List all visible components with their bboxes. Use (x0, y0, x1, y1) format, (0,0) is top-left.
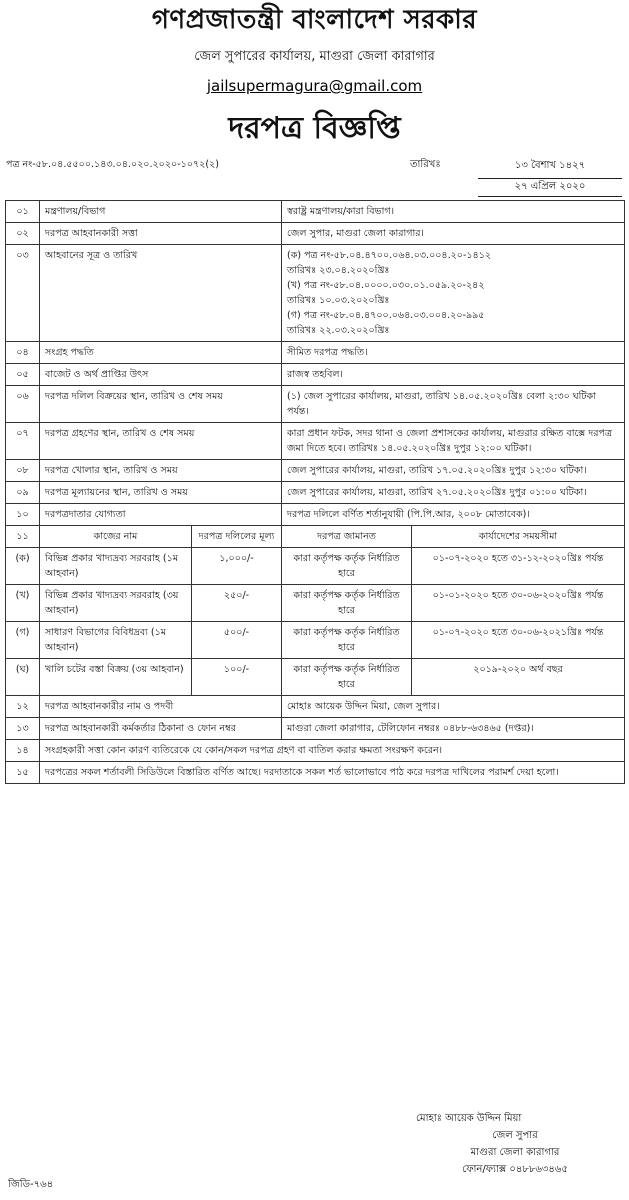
row-value: মাগুরা জেলা কারাগার, টেলিফোন নম্বরঃ ০৪৮৮-৬৩৪৬৫ (দপ্তর)। (282, 718, 625, 740)
signatory-office: মাগুরা জেলা কারাগার (470, 1147, 560, 1158)
item-security: কারা কর্তৃপক্ষ কর্তৃক নির্ধারিত হারে (282, 585, 412, 622)
row-number: ০৬ (6, 386, 40, 423)
item-name: সাধারণ বিভাগের বিবিধদ্রব্য (১ম আহবান) (40, 622, 192, 659)
item-security: কারা কর্তৃপক্ষ কর্তৃক নির্ধারিত হারে (282, 659, 412, 696)
row-value: কারা প্রধান ফটক, সদর থানা ও জেলা প্রশাসকের কার্যালয়, মাগুরার রক্ষিত বাক্সে দরপত্র জমা দিতে হবে। তারিখঃ ১৪.০৫.২০২০খ্রিঃ দুপুর ১২:০০ ঘটিকা। (282, 423, 625, 460)
row-number: ১২ (6, 696, 40, 718)
row-value: সীমিত দরপত্র পদ্ধতি। (282, 342, 625, 364)
table-row (6, 718, 625, 740)
table-row (6, 245, 625, 342)
item-security: কারা কর্তৃপক্ষ কর্তৃক নির্ধারিত হারে (282, 548, 412, 585)
signatory-name: মোহাঃ আয়েক উদ্দিন মিয়া (416, 1113, 522, 1124)
row-number: ০৭ (6, 423, 40, 460)
row-label: দরপত্র আহবানকারী কর্মকর্তার ঠিকানা ও ফোন নম্বর (40, 718, 282, 740)
item-price: ১,০০০/- (192, 548, 282, 585)
row-number: ০১ (6, 201, 40, 223)
item-period: ২০১৯-২০২০ অর্থ বছর (412, 659, 625, 696)
government-title: গণপ্রজাতন্ত্রী বাংলাদেশ সরকার (151, 5, 478, 35)
item-period: ০১-০৭-২০২০ হতে ৩০-০৬-২০২১খ্রিঃ পর্যন্ত (412, 622, 625, 659)
gd-code: জিডি-৭৬৪ (8, 1179, 54, 1190)
tender-table (5, 200, 625, 784)
table-row (6, 423, 625, 460)
row-number: ০৪ (6, 342, 40, 364)
date-box (478, 154, 622, 197)
row-number: ১৪ (6, 740, 40, 762)
item-name: বিভিন্ন প্রকার খাদ্যদ্রব্য সরবরাহ (১ম আহবান) (40, 548, 192, 585)
row-label: দরপত্র আহবানকারীর নাম ও পদবী (40, 696, 282, 718)
work-item-row (6, 585, 625, 622)
row-label: দরপত্র আহবানকারী সত্তা (40, 223, 282, 245)
item-price: ১০০/- (192, 659, 282, 696)
table-row (6, 482, 625, 504)
table-row (6, 201, 625, 223)
signatory-title: জেল সুপার (492, 1130, 538, 1141)
note-text: সংগ্রহকারী সত্তা কোন কারণ ব্যতিরেকে যে কোন/সকল দরপত্র গ্রহণ বা বাতিল করার ক্ষমতা সংরক্ষণ করেন। (40, 740, 625, 762)
row-value: দরপত্র দলিলে বর্ণিত শর্তানুযায়ী (পি.পি.আর, ২০০৮ মোতাবেক)। (282, 504, 625, 526)
table-row (6, 386, 625, 423)
item-id: (গ) (6, 622, 40, 659)
date-label: তারিখঃ (410, 159, 441, 170)
item-security: কারা কর্তৃপক্ষ কর্তৃক নির্ধারিত হারে (282, 622, 412, 659)
note-text: দরপত্রের সকল শর্তাবলী সিডিউলে বিস্তারিত বর্ণিত আছে। দরদাতাকে সকল শর্ত ভালোভাবে পাঠ করে দরপত্র দাখিলের পরামর্শ দেয়া হলো। (40, 762, 625, 784)
row-number: ০৯ (6, 482, 40, 504)
row-value: (১) জেল সুপারের কার্যালয়, মাগুরা, তারিখ ১৪.০৫.২০২০খ্রিঃ বেলা ২:৩০ ঘটিকা পর্যন্ত। (282, 386, 625, 423)
row-number: ০৩ (6, 245, 40, 342)
work-item-row (6, 548, 625, 585)
row-number: ১১ (6, 526, 40, 548)
header-work-period: কার্যাদেশের সময়সীমা (412, 526, 625, 548)
item-period: ০১-০৭-২০২০ হতে ৩১-১২-২০২০খ্রিঃ পর্যন্ত (412, 548, 625, 585)
row-label: সংগ্রহ পদ্ধতি (40, 342, 282, 364)
date-bangla: ১৩ বৈশাখ ১৪২৭ (478, 158, 622, 179)
row-value: জেল সুপারের কার্যালয়, মাগুরা, তারিখ ২৭.০৫.২০২০খ্রিঃ দুপুর ০১:০০ ঘটিকা। (282, 482, 625, 504)
row-value: রাজস্ব তহবিল। (282, 364, 625, 386)
header-document-price: দরপত্র দলিলের মূল্য (192, 526, 282, 548)
row-number: ১৩ (6, 718, 40, 740)
email-link[interactable]: jailsupermagura@gmail.com (206, 77, 423, 95)
item-id: (ঘ) (6, 659, 40, 696)
item-id: (খ) (6, 585, 40, 622)
memo-number: পত্র নং-৫৮.০৪.৫৫০০.১৪৩.০৪.০২০.২০২০-১০৭২(২) (6, 159, 219, 170)
signatory-phone: ফোন/ফ্যাক্স ০৪৮৮৬৩৪৬৫ (462, 1164, 568, 1175)
row-label: দরপত্র মূল্যায়নের স্থান, তারিখ ও সময় (40, 482, 282, 504)
item-period: ০১-০১-২০২০ হতে ৩০-০৬-২০২০খ্রিঃ পর্যন্ত (412, 585, 625, 622)
header-security: দরপত্র জামানত (282, 526, 412, 548)
header-work-name: কাজের নাম (40, 526, 192, 548)
work-table-header (6, 526, 625, 548)
row-value: স্বরাষ্ট্র মন্ত্রণালয়/কারা বিভাগ। (282, 201, 625, 223)
row-label: দরপত্রদাতার যোগ্যতা (40, 504, 282, 526)
row-label: মন্ত্রণালয়/বিভাগ (40, 201, 282, 223)
row-label: আহবানের সূত্র ও তারিখ (40, 245, 282, 342)
work-item-row (6, 622, 625, 659)
table-row (6, 223, 625, 245)
table-row (6, 460, 625, 482)
row-number: ০৮ (6, 460, 40, 482)
row-number: ১৫ (6, 762, 40, 784)
table-row (6, 696, 625, 718)
note-row (6, 762, 625, 784)
row-value: জেল সুপার, মাগুরা জেলা কারাগার। (282, 223, 625, 245)
notice-title: দরপত্র বিজ্ঞপ্তি (228, 111, 401, 146)
work-item-row (6, 659, 625, 696)
signature-block (410, 1110, 620, 1178)
row-value: (ক) পত্র নং-৫৮.০৪.৪৭০০.০৬৪.০৩.০০৪.২০-১৪১২ তারিখঃ ২৩.০৪.২০২০খ্রিঃ (খ) পত্র নং-৫৮.০৪.০০০০.০৩০.০১.০৫৯.২০-২৪২ তারিখঃ ১০.০৩.২০২০খ্রিঃ (গ) পত্র নং-৫৮.০৪.৪৭০০.০৬৪.০৩.০০৪.২০-৯৯৫ তারিখঃ ২২.০৩.২০২০খ্রিঃ (282, 245, 625, 342)
table-row (6, 364, 625, 386)
row-number: ১০ (6, 504, 40, 526)
row-label: দরপত্র গ্রহণের স্থান, তারিখ ও শেষ সময় (40, 423, 282, 460)
row-label: দরপত্র খোলার স্থান, তারিখ ও সময় (40, 460, 282, 482)
table-row (6, 504, 625, 526)
row-number: ০৫ (6, 364, 40, 386)
row-value: জেল সুপারের কার্যালয়, মাগুরা, তারিখ ১৭.০৫.২০২০খ্রিঃ দুপুর ১২:৩০ ঘটিকা। (282, 460, 625, 482)
row-label: বাজেট ও অর্থ প্রাপ্তির উৎস (40, 364, 282, 386)
row-label: দরপত্র দলিল বিক্রয়ের স্থান, তারিখ ও শেষ সময় (40, 386, 282, 423)
table-row (6, 342, 625, 364)
row-number: ০২ (6, 223, 40, 245)
item-name: খালি চটের বস্তা বিক্রয় (৩য় আহবান) (40, 659, 192, 696)
item-id: (ক) (6, 548, 40, 585)
note-row (6, 740, 625, 762)
item-price: ২৫০/- (192, 585, 282, 622)
item-name: বিভিন্ন প্রকার খাদ্যদ্রব্য সরবরাহ (৩য় আহবান) (40, 585, 192, 622)
email-line (0, 76, 629, 96)
row-value: মোহাঃ আয়েক উদ্দিন মিয়া, জেল সুপার। (282, 696, 625, 718)
item-price: ৫০০/- (192, 622, 282, 659)
office-name: জেল সুপারের কার্যালয়, মাগুরা জেলা কারাগার (194, 49, 435, 64)
date-english: ২৭ এপ্রিল ২০২০ (514, 181, 586, 192)
